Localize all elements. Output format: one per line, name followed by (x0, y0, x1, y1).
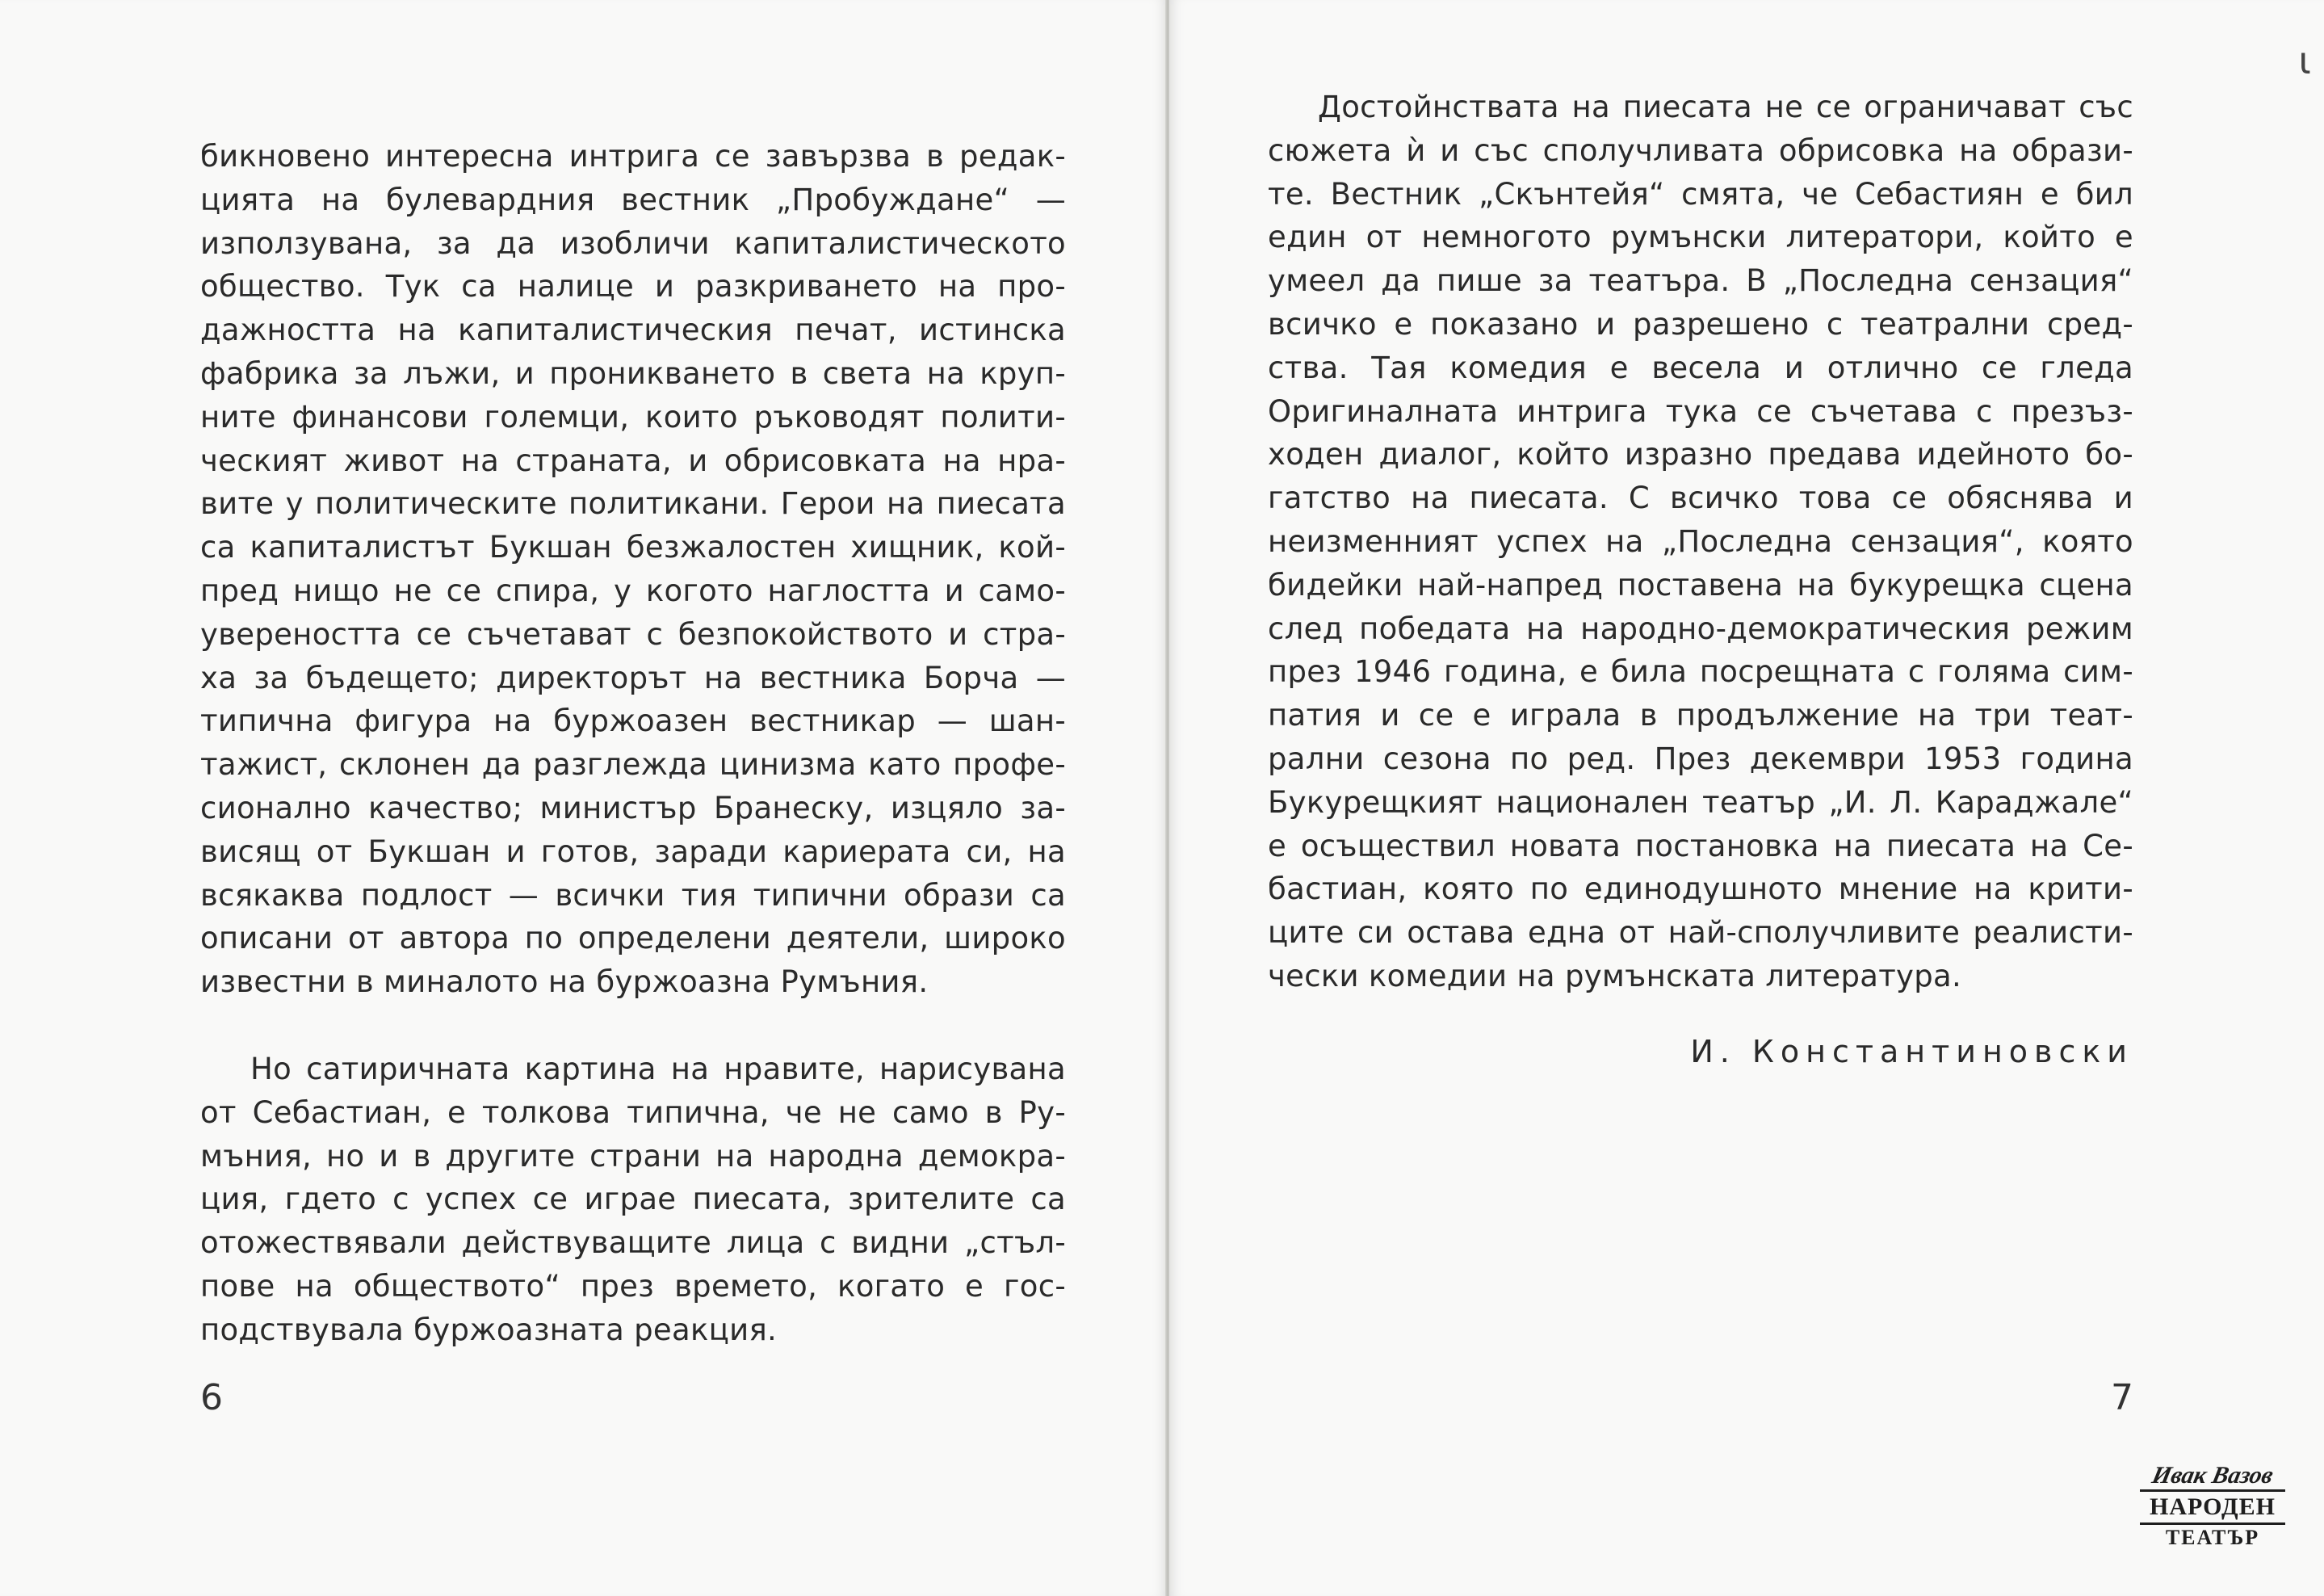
text-line: пред нищо не се спира, у когото наглостта и само- (200, 573, 1066, 608)
text-line: фабрика за лъжи, и проникването в света на круп- (200, 355, 1066, 391)
logo-line-1: НАРОДЕН (2140, 1489, 2285, 1525)
text-line: мъния, но и в другите страни на народна демокра- (200, 1138, 1066, 1174)
text-line: Достойнствата на пиесата не се ограничават със (1318, 90, 2133, 124)
logo-line-2: ТЕАТЪР (2165, 1526, 2260, 1549)
text-line: тажист, склонен да разглежда цинизма като профе- (200, 747, 1066, 783)
text-line: бикновено интересна интрига се завързва в редак- (200, 139, 1066, 174)
text-line: са капиталистът Букшан безжалостен хищник, кой- (200, 530, 1066, 565)
text-line: бастиан, която по единодушното мнение на крити- (1268, 872, 2133, 907)
left-paragraph-1 (200, 135, 1066, 1004)
text-line: сюжета ѝ и със сполучливата обрисовка на образи- (1268, 132, 2133, 168)
logo-script: Ивак Вазов (2150, 1462, 2276, 1489)
text-line: е осъществил новата постановка на пиесата на Се- (1268, 828, 2133, 863)
right-paragraph-1 (1268, 86, 2133, 998)
left-text-column (200, 135, 1066, 1352)
text-line: всякаква подлост — всички тия типични образи са (200, 877, 1066, 913)
text-line: патия и се е играла в продължение на три теат- (1268, 698, 2133, 733)
text-line: сионално качество; министър Бранеску, изцяло за- (200, 790, 1066, 825)
text-line: Но сатиричната картина на нравите, нарисувана (250, 1051, 1066, 1086)
text-line: след победата на народно-демократическия режим (1268, 611, 2133, 646)
text-line: подствувала буржоазната реакция. (200, 1312, 778, 1347)
text-line: чески комедии на румънската литература. (1268, 958, 1962, 993)
left-paragraph-2 (200, 1048, 1066, 1352)
text-line: вите у политическите политикани. Герои на пиесата (200, 486, 1066, 522)
text-line: рални сезона по ред. През декември 1953 година (1268, 741, 2133, 776)
text-line: неизменният успех на „Последна сензация“, която (1268, 523, 2133, 559)
paragraph-gap (200, 1004, 1066, 1048)
text-line: типична фигура на буржоазен вестникар — шан- (200, 704, 1066, 739)
text-line: умеел да пише за театъра. В „Последна сензация“ (1268, 263, 2133, 299)
text-line: Оригиналната интрига тука се съчетава с презъз- (1268, 393, 2133, 429)
text-line: използувана, за да изобличи капиталистическото (200, 225, 1066, 261)
text-line: ческият живот на страната, и обрисовката на нра- (200, 443, 1066, 478)
text-line: от Себастиан, е толкова типична, че не само в Ру- (200, 1094, 1066, 1130)
text-line: ците си остава една от най-сполучливите реалисти- (1268, 915, 2133, 951)
text-line: дажността на капиталистическия печат, истинска (200, 313, 1066, 348)
text-line: Букурещкият национален театър „И. Л. Караджале“ (1268, 784, 2133, 820)
text-line: те. Вестник „Скънтейя“ смята, че Себастиян е бил (1268, 176, 2133, 212)
text-line: един от немногото румънски литератори, който е (1268, 220, 2133, 255)
corner-mark: ι (2298, 39, 2311, 82)
text-line: през 1946 година, е била посрещната с голяма сим- (1268, 654, 2133, 690)
text-line: ства. Тая комедия е весела и отлично се гледа (1268, 350, 2133, 385)
text-line: висящ от Букшан и готов, заради кариерата си, на (200, 834, 1066, 869)
page-number-left: 6 (200, 1377, 223, 1418)
text-line: цията на булевардния вестник „Пробуждане“ — (200, 182, 1066, 217)
text-line: отожествявали действуващите лица с видни „стъл- (200, 1225, 1066, 1261)
text-line: ха за бъдещето; директорът на вестника Борча — (200, 660, 1066, 695)
text-line: бидейки най-напред поставена на букурещка сцена (1268, 567, 2133, 603)
text-line: всичко е показано и разрешено с театрални сред- (1268, 306, 2133, 342)
text-line: гатство на пиесата. С всичко това се обяснява и (1268, 481, 2133, 516)
right-text-column (1268, 86, 2133, 998)
text-line: известни в миналото на буржоазна Румъния. (200, 964, 929, 1000)
text-line: ходен диалог, който изразно предава идейното бо- (1268, 437, 2133, 472)
text-line: ция, гдето с успех се играе пиесата, зрителите са (200, 1182, 1066, 1217)
author-signature: И. Константиновски (1690, 1034, 2133, 1069)
page-number-right: 7 (2111, 1377, 2133, 1418)
text-line: увереността се съчетават с безпокойството и стра- (200, 616, 1066, 652)
text-line: описани от автора по определени деятели, широко (200, 921, 1066, 956)
text-line: ните финансови големци, които ръководят полити- (200, 399, 1066, 435)
text-line: пове на обществото“ през времето, когато е гос- (200, 1268, 1066, 1304)
text-line: общество. Тук са налице и разкриването на про- (200, 269, 1066, 304)
national-theatre-logo (2140, 1462, 2285, 1565)
